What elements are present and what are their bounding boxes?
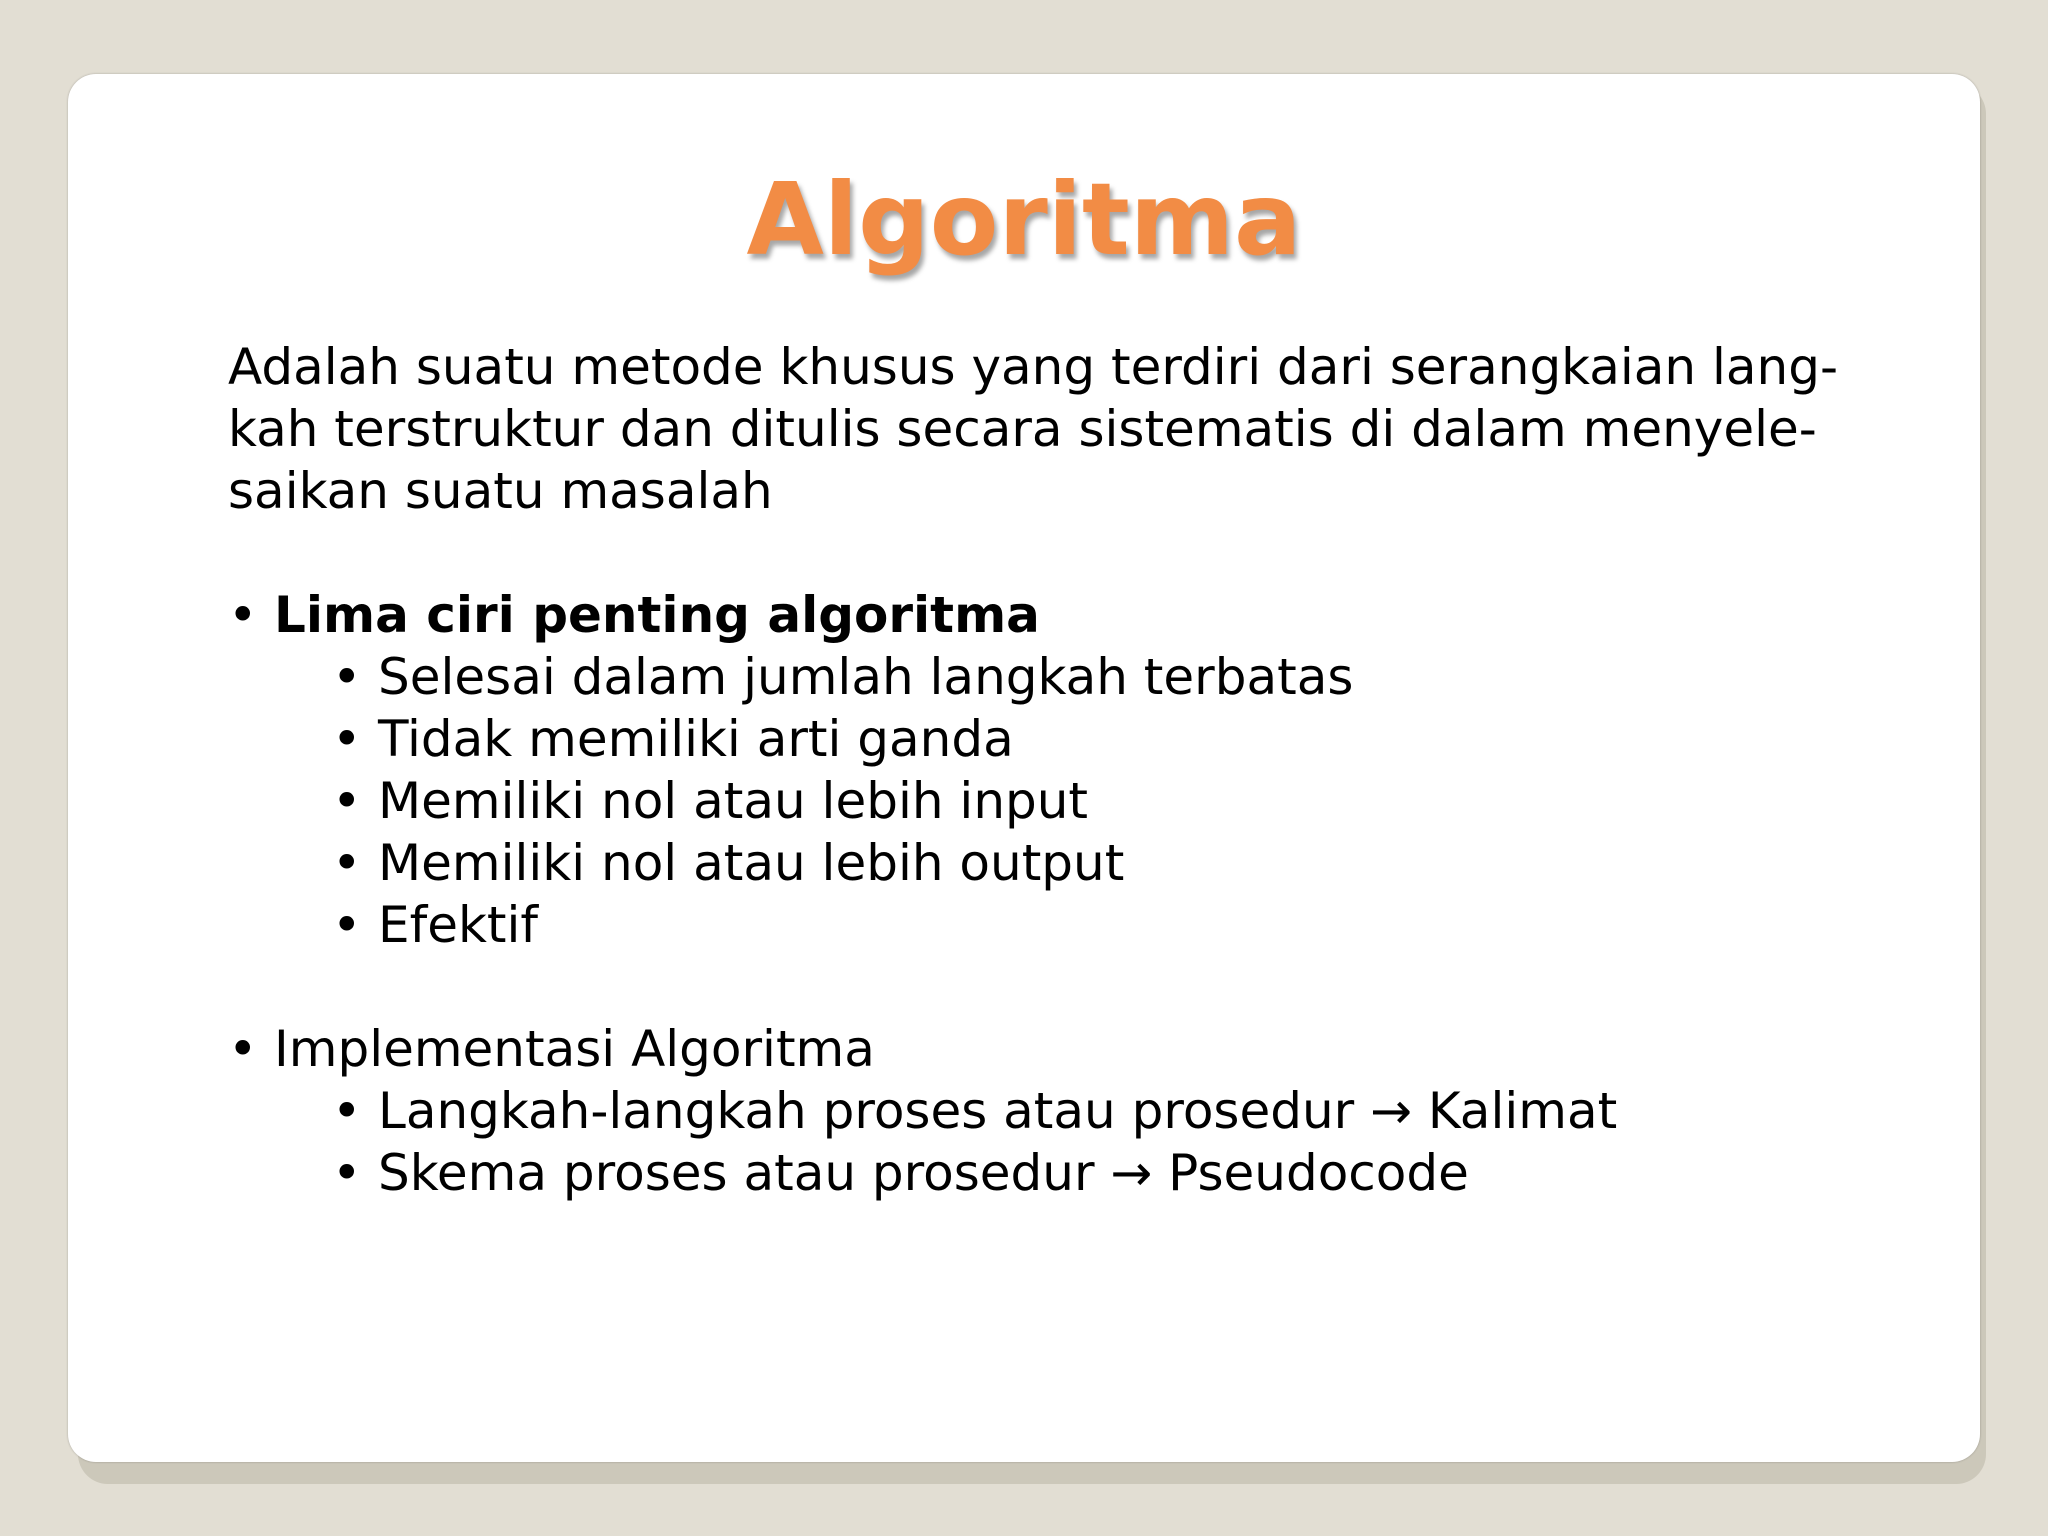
list-item	[332, 708, 1948, 770]
list-item	[332, 770, 1948, 832]
list-item-text: Tidak memiliki arti ganda	[378, 710, 1014, 768]
implementation-sublist	[228, 1080, 1948, 1204]
section-heading: Implementasi Algoritma	[274, 1020, 875, 1078]
definition-line: saikan suatu masalah	[228, 462, 773, 520]
bullet-icon: •	[332, 1144, 362, 1202]
list-item	[332, 646, 1948, 708]
bullet-list	[228, 1018, 1948, 1080]
list-item-text: Selesai dalam jumlah langkah terbatas	[378, 648, 1354, 706]
list-item-text: Memiliki nol atau lebih output	[378, 834, 1125, 892]
bullet-icon: •	[332, 834, 362, 892]
definition-line: kah terstruktur dan ditulis secara sistematis di dalam menyele-	[228, 400, 1817, 458]
bullet-icon: •	[228, 586, 258, 644]
section-heading: Lima ciri penting algoritma	[274, 586, 1040, 644]
list-item-text: Skema proses atau prosedur → Pseudocode	[378, 1144, 1469, 1202]
definition-line: Adalah suatu metode khusus yang terdiri dari serangkaian lang-	[228, 338, 1839, 396]
characteristics-sublist	[228, 646, 1948, 956]
definition-paragraph	[228, 336, 1948, 522]
list-item	[332, 1142, 1948, 1204]
bullet-icon: •	[228, 1020, 258, 1078]
list-item-text: Efektif	[378, 896, 539, 954]
list-item	[332, 832, 1948, 894]
list-item	[332, 1080, 1948, 1142]
list-item-text: Memiliki nol atau lebih input	[378, 772, 1089, 830]
slide	[68, 74, 1980, 1462]
bullet-section-characteristics	[228, 584, 1948, 646]
bullet-icon: •	[332, 1082, 362, 1140]
bullet-icon: •	[332, 648, 362, 706]
bullet-icon: •	[332, 896, 362, 954]
bullet-icon: •	[332, 772, 362, 830]
bullet-section-implementation	[228, 1018, 1948, 1080]
slide-content	[228, 336, 1948, 1204]
list-item	[332, 894, 1948, 956]
slide-title: Algoritma	[746, 161, 1302, 278]
bullet-icon: •	[332, 710, 362, 768]
list-item-text: Langkah-langkah proses atau prosedur → Kalimat	[378, 1082, 1618, 1140]
bullet-list	[228, 584, 1948, 646]
